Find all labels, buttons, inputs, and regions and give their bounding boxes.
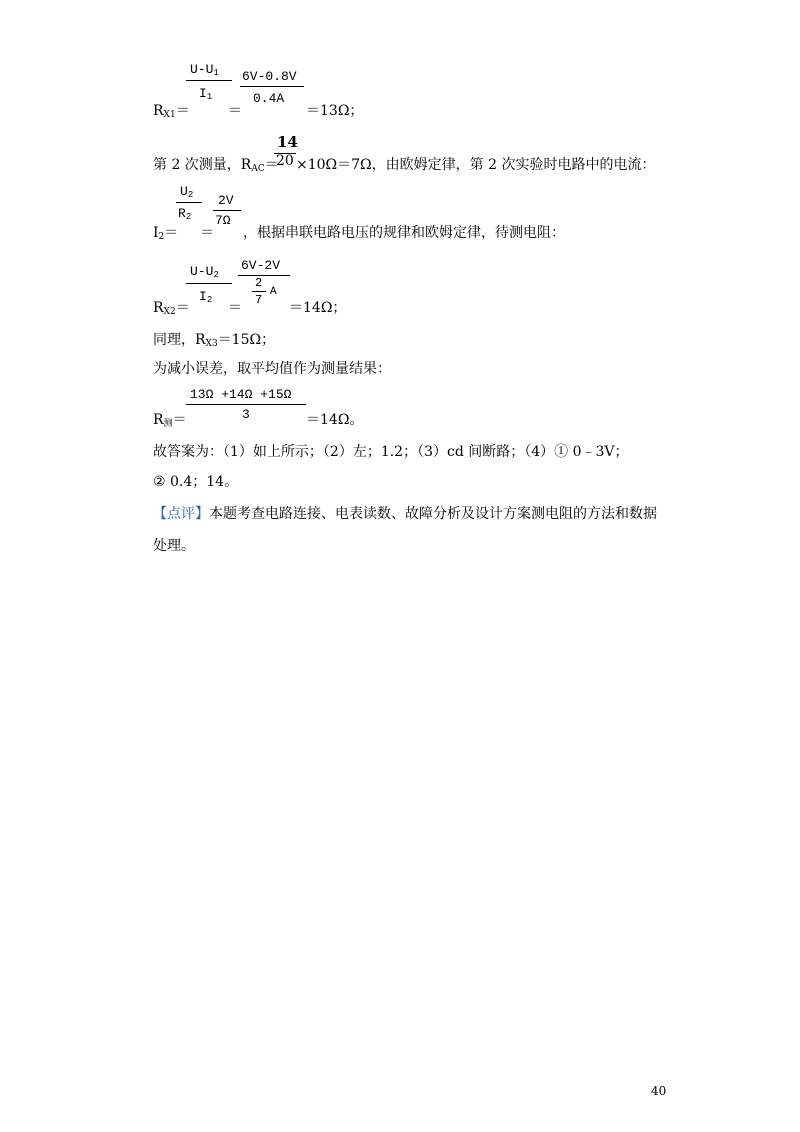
rx1-equals: ＝ — [228, 103, 242, 119]
rmean-label: $R_测=$ — [153, 412, 187, 429]
rmean-numerator: 13Ω +14Ω +15Ω — [190, 387, 292, 402]
rx1-result: ＝13Ω； — [306, 103, 364, 119]
answer-line-2: ② 0.4；14。 — [153, 474, 239, 490]
rmean-frac-bar — [186, 404, 306, 405]
rx2-frac1-bar — [186, 283, 232, 284]
rx1-frac2-bar — [240, 86, 304, 87]
rx2-frac2-bar — [238, 275, 290, 276]
rx1-frac2-denominator: 0.4A — [253, 91, 285, 106]
i2-frac2-numerator: 2V — [218, 193, 234, 208]
rx2-frac2-inner-numerator: 2 — [255, 276, 263, 290]
rx2-frac1-numerator: $U-U_2$ — [190, 264, 219, 280]
rx1-frac2-numerator: 6V-0.8V — [242, 69, 297, 84]
rx1-frac1-numerator: $U-U_1$ — [190, 62, 219, 78]
i2-suffix: ，根据串联电路电压的规律和欧姆定律，待测电阻： — [243, 225, 565, 241]
rx2-frac2-numerator: 6V-2V — [241, 258, 281, 273]
page-number: 40 — [651, 1084, 667, 1098]
rmean-result: ＝14Ω。 — [306, 412, 364, 428]
rac-numerator: 14 — [277, 133, 298, 151]
rx2-equals: ＝ — [228, 300, 242, 316]
rx1-frac1-denominator: $I_1$ — [199, 86, 213, 102]
rx3-line: 同理，$R_{X3}=15\Omega$； — [153, 332, 276, 349]
comment-tag: 【点评】 — [153, 506, 209, 522]
i2-frac1-denominator: $R_2$ — [178, 206, 192, 222]
rx2-label: $R_{X2}=$ — [153, 300, 190, 317]
rx2-result: ＝14Ω； — [289, 300, 347, 316]
average-intro: 为减小误差，取平均值作为测量结果： — [153, 361, 391, 377]
comment-line-1: 【点评】本题考查电路连接、电表读数、故障分析及设计方案测电阻的方法和数据 — [153, 506, 657, 522]
i2-frac1-numerator: $U_2$ — [180, 184, 194, 200]
rx2-frac1-denominator: $I_2$ — [199, 289, 213, 305]
rac-prefix: 第 2 次测量，$R_{AC}=$ — [153, 157, 279, 174]
i2-frac2-denominator: 7Ω — [215, 213, 231, 228]
comment-line-2: 处理。 — [153, 538, 195, 554]
i2-frac2-bar — [213, 210, 241, 211]
rac-denominator: 20 — [276, 153, 294, 169]
rac-suffix: ×10Ω＝7Ω，由欧姆定律，第 2 次实验时电路中的电流： — [296, 157, 656, 173]
rx1-frac1-bar — [186, 80, 232, 81]
rx2-frac2-unit: A — [270, 286, 277, 298]
i2-label: $I_2=$ — [153, 225, 179, 242]
answer-line-1: 故答案为：（1）如上所示；（2）左；1.2；（3）cd 间断路；（4）① 0﹣3V； — [153, 444, 629, 460]
i2-equals: ＝ — [200, 225, 214, 241]
rmean-denominator: 3 — [242, 407, 250, 422]
i2-frac1-bar — [176, 202, 202, 203]
rx1-label: $R_{X1}=$ — [153, 103, 190, 120]
rx2-frac2-inner-bar — [252, 291, 266, 292]
rx2-frac2-inner-denominator: 7 — [255, 293, 263, 307]
